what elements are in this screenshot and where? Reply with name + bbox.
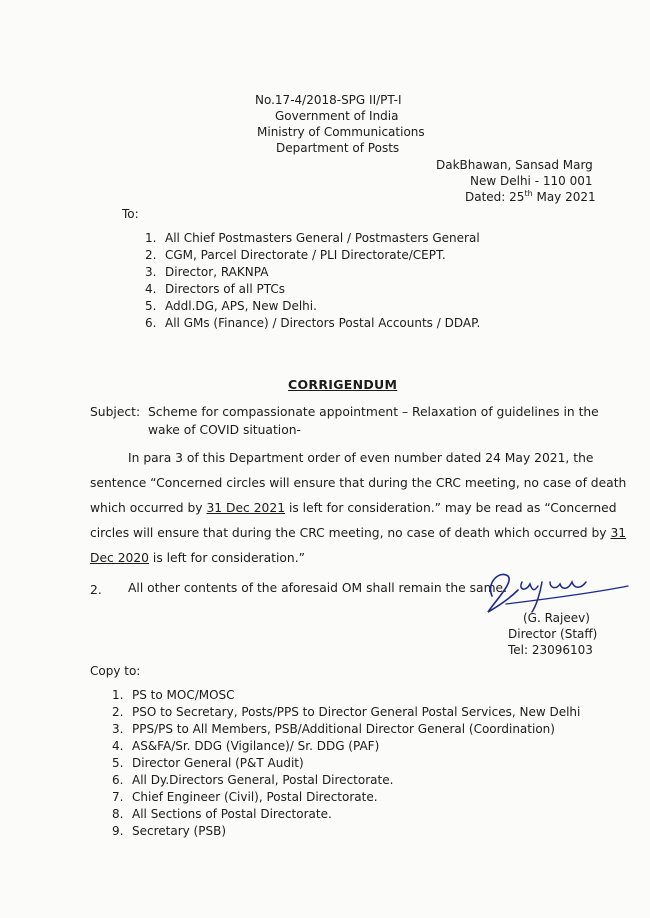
copy-item (112, 789, 580, 806)
copy-item-number: 1. (112, 688, 124, 702)
recipient-item-number: 4. (145, 282, 157, 296)
para2-number: 2. (90, 583, 102, 597)
copy-item (112, 823, 580, 840)
address-line-1: DakBhawan, Sansad Marg (436, 158, 593, 172)
subject-line-2: wake of COVID situation- (148, 423, 301, 437)
subject-label: Subject: (90, 405, 141, 419)
address-line-2: New Delhi - 110 001 (470, 174, 593, 188)
copy-item-number: 4. (112, 739, 124, 753)
signatory-designation: Director (Staff) (508, 627, 598, 641)
para1-line-4: circles will ensure that during the CRC meeting, no case of death which occurred by 31 (90, 526, 627, 540)
department-line: Department of Posts (276, 141, 400, 155)
copy-item-text: Director General (P&T Audit) (132, 756, 304, 770)
recipient-item (145, 264, 480, 281)
para1-line-3: which occurred by 31 Dec 2021 is left for consideration.” may be read as “Concerned (90, 501, 617, 515)
recipient-item-text: All GMs (Finance) / Directors Postal Accounts / DDAP. (165, 316, 481, 330)
recipient-item (145, 281, 480, 298)
para1-line-1: In para 3 of this Department order of even number dated 24 May 2021, the (128, 451, 594, 465)
copy-item-text: PSO to Secretary, Posts/PPS to Director General Postal Services, New Delhi (132, 705, 581, 719)
ministry-line: Ministry of Communications (257, 125, 425, 139)
copy-item-number: 2. (112, 705, 124, 719)
copy-item-number: 9. (112, 824, 124, 838)
recipient-item-number: 1. (145, 231, 157, 245)
copy-item (112, 687, 580, 704)
recipient-item-number: 2. (145, 248, 157, 262)
recipient-item (145, 315, 480, 332)
copy-item-text: PPS/PS to All Members, PSB/Additional Director General (Coordination) (132, 722, 555, 736)
to-label: To: (122, 207, 139, 221)
copy-item-number: 7. (112, 790, 124, 804)
recipient-item (145, 298, 480, 315)
date-line: Dated: 25th May 2021 (465, 189, 596, 204)
para2-text: All other contents of the aforesaid OM shall remain the same. (128, 581, 508, 595)
recipient-item-text: Addl.DG, APS, New Delhi. (165, 299, 317, 313)
recipient-item-number: 3. (145, 265, 157, 279)
copy-to-label: Copy to: (90, 664, 141, 678)
para1-line-2: sentence “Concerned circles will ensure that during the CRC meeting, no case of death (90, 476, 627, 490)
copy-item-text: All Dy.Directors General, Postal Directorate. (132, 773, 394, 787)
recipient-item-text: All Chief Postmasters General / Postmasters General (165, 231, 480, 245)
recipient-item (145, 230, 480, 247)
copy-item-number: 5. (112, 756, 124, 770)
recipient-item-text: Directors of all PTCs (165, 282, 285, 296)
copy-item-number: 6. (112, 773, 124, 787)
recipient-list (145, 230, 480, 332)
copy-item-text: Secretary (PSB) (132, 824, 227, 838)
document-title: CORRIGENDUM (288, 377, 398, 392)
signatory-name: (G. Rajeev) (523, 611, 590, 625)
copy-item-text: Chief Engineer (Civil), Postal Directorate. (132, 790, 378, 804)
file-number: No.17-4/2018-SPG II/PT-I (255, 93, 402, 107)
copy-item-text: AS&FA/Sr. DDG (Vigilance)/ Sr. DDG (PAF) (132, 739, 380, 753)
copy-item (112, 738, 580, 755)
recipient-item-text: Director, RAKNPA (165, 265, 269, 279)
recipient-item-number: 5. (145, 299, 157, 313)
copy-item (112, 772, 580, 789)
copy-item-text: All Sections of Postal Directorate. (132, 807, 332, 821)
para1-line-5: Dec 2020 is left for consideration.” (90, 551, 305, 565)
copy-item-number: 8. (112, 807, 124, 821)
recipient-item-text: CGM, Parcel Directorate / PLI Directorate/CEPT. (165, 248, 446, 262)
recipient-item (145, 247, 480, 264)
government-line: Government of India (275, 109, 399, 123)
recipient-item-number: 6. (145, 316, 157, 330)
copy-item (112, 704, 580, 721)
signatory-tel: Tel: 23096103 (508, 643, 593, 657)
copy-item (112, 721, 580, 738)
copy-item-number: 3. (112, 722, 124, 736)
copy-list (112, 687, 580, 840)
copy-item (112, 755, 580, 772)
copy-item-text: PS to MOC/MOSC (132, 688, 235, 702)
copy-item (112, 806, 580, 823)
subject-line-1: Scheme for compassionate appointment – Relaxation of guidelines in the (148, 405, 599, 419)
